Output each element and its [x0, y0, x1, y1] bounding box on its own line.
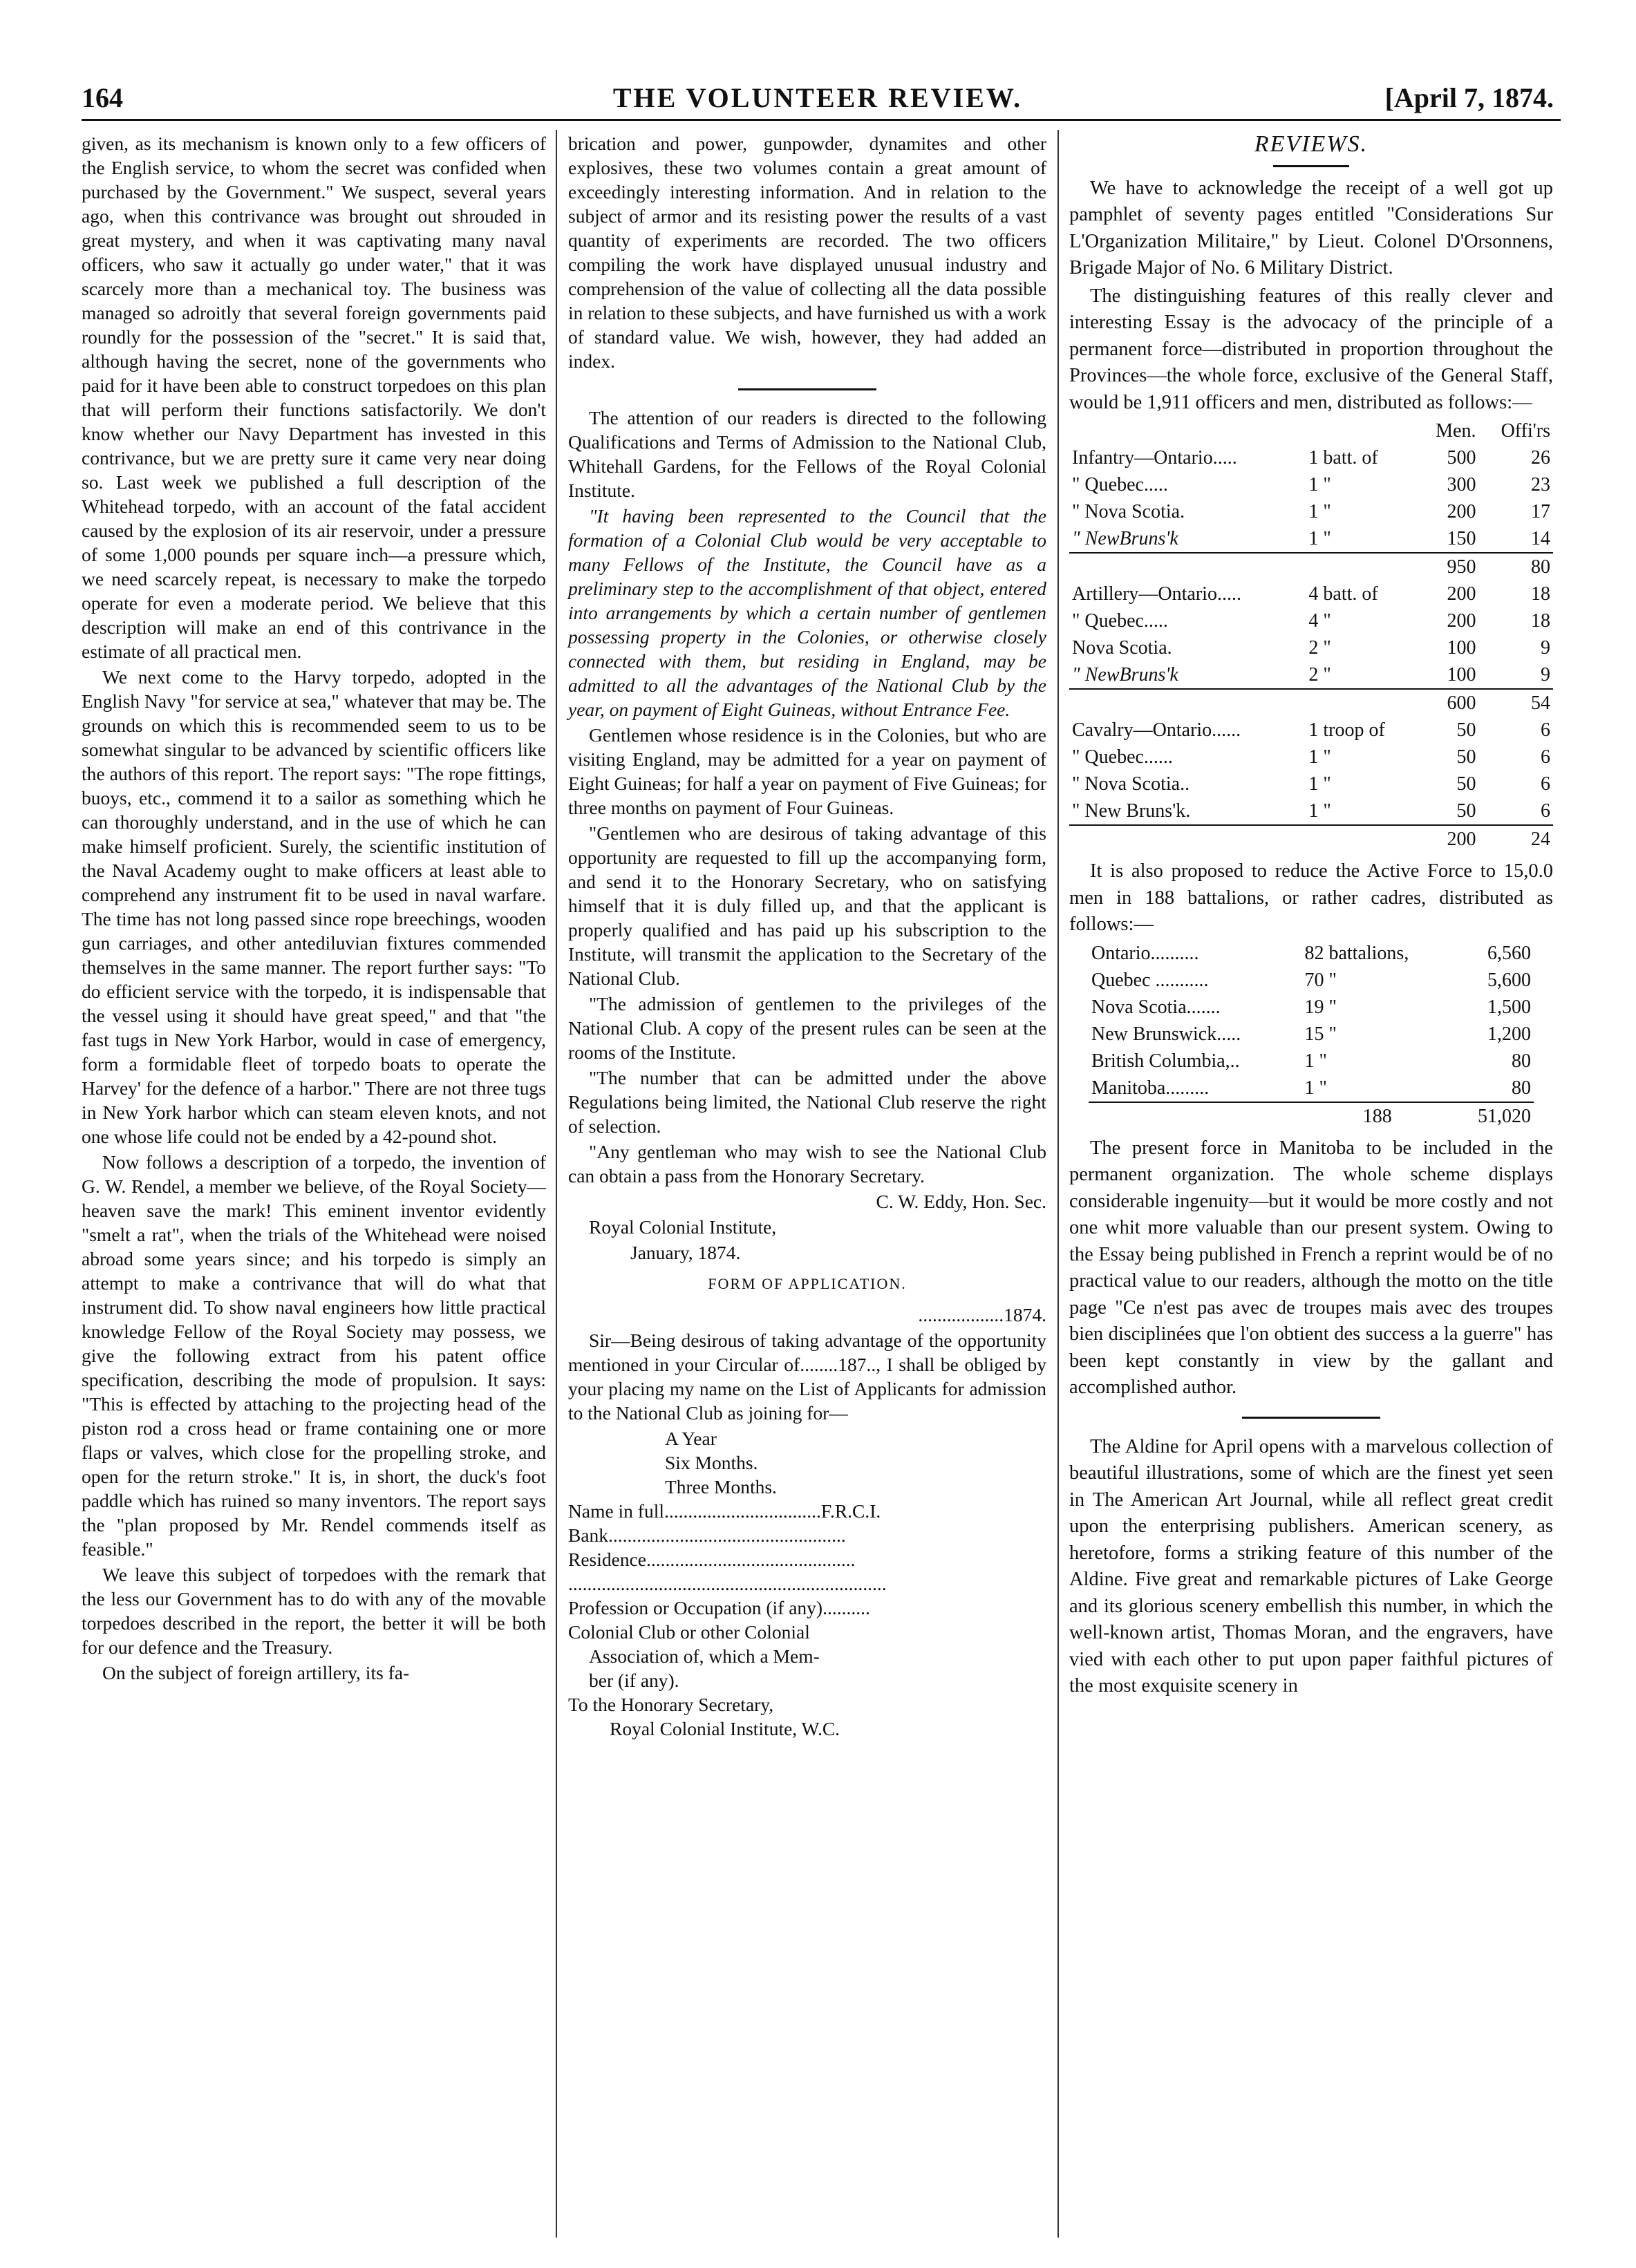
- table-row: Nova Scotia. 2 " 100 9: [1072, 637, 1550, 659]
- paragraph: Gentlemen whose residence is in the Colonies, but who are visiting England, may be admitted for a year on payment of Eight Guineas; for half a year on payment of Five Guineas; for three months on payment of Four Guineas.: [568, 724, 1046, 818]
- page-header: [82, 82, 1554, 123]
- newspaper-title: THE VOLUNTEER REVIEW.: [612, 82, 1023, 113]
- table-row: Infantry—Ontario..... 1 batt. of 500 26: [1072, 447, 1550, 469]
- table-row: Manitoba......... 1 " 80: [1091, 1077, 1531, 1099]
- column-1: [82, 131, 546, 1686]
- table-header-row: Men. Offi'rs: [1436, 420, 1550, 442]
- paragraph: given, as its mechanism is known only to a few officers of the English service, to whom the secret was confided when purchased by the Government." We suspect, several years ago, when this contrivance was brought out shrouded in great mystery, and when it was captivating many naval officers, who saw it actually go under water," that it was scarcely more than a mechanical toy. The business was managed so adroitly that several foreign governments paid roundly for the possession of the "secret." It is said that, although having the secret, none of the governments who paid for it have been able to construct torpedoes on this plan that will perform their functions satisfactorily. We don't know whether our Navy Department has invested in this contrivance, but we are pretty sure it came very near doing so. Last week we published a full description of the Whitehead torpedo, with an account of the fatal accident caused by the explosion of its air reservoir, under a pressure of some 1,000 pounds per square inch—a pressure which, we need scarcely repeat, is necessary to make the torpedo operate for even a moderate period. We believe that this description will make an end of this contrivance in the estimate of all practical men.: [82, 133, 546, 662]
- form-field-club: ber (if any).: [589, 1670, 679, 1691]
- paragraph: "The number that can be admitted under the above Regulations being limited, the National Club reserve the right of selection.: [568, 1067, 1046, 1137]
- paragraph: "It having been represented to the Council that the formation of a Colonial Club would be very acceptable to many Fellows of the Institute, the Council have as a preliminary step to the accomplishment of that object, entered into arrangements by which a certain number of gentlemen possessing property in the Colonies, or otherwise closely connected with them, but residing in England, may be admitted to all the advantages of the National Club by the year, on payment of Eight Guineas, without Entrance Fee.: [568, 505, 1046, 720]
- paragraph: The attention of our readers is directed to the following Qualifications and Terms of Admission to the National Club, Whitehall Gardens, for the Fellows of the Royal Colonial Institute.: [568, 407, 1046, 501]
- paragraph: The distinguishing features of this really clever and interesting Essay is the advocacy of the principle of a permanent force—distributed in proportion throughout the Provinces—the whole force, exclusive of the General Staff, would be 1,911 officers and men, distributed as follows:—: [1069, 285, 1553, 413]
- paragraph: brication and power, gunpowder, dynamites and other explosives, these two volumes contain a great amount of exceedingly interesting information. And in relation to the subject of armor and its resisting power the results of a vast quantity of experiments are recorded. The two officers compiling the work have displayed unusual industry and comprehension of the value of collecting all the data possible in relation to these subjects, and have furnished us with a work of standard value. We wish, however, they had added an index.: [568, 133, 1046, 372]
- permanent-force-table: [1069, 417, 1553, 853]
- table-row: " NewBruns'k 2 " 100 9: [1072, 664, 1550, 686]
- table-row: " Nova Scotia. 1 " 200 17: [1072, 501, 1550, 522]
- table-row: Quebec ........... 70 " 5,600: [1091, 969, 1531, 991]
- form-addressee: To the Honorary Secretary,: [568, 1694, 774, 1715]
- table-row: " New Bruns'k. 1 " 50 6: [1072, 800, 1550, 822]
- table-row: " Quebec..... 1 " 300 23: [1072, 474, 1550, 495]
- paragraph: Now follows a description of a torpedo, the invention of G. W. Rendel, a member we believe, of the Royal Society—heaven save the mark! This eminent inventor evidently "smelt a rat", when the trials of the Whitehead were noised abroad some years since; and his torpedo is simply an attempt to make a contrivance that will do what that instrument did. To show naval engineers how little practical knowledge Fellow of the Royal Society may possess, we give the following extract from his patent office specification, describing the mode of propulsion. It says: "This is effected by attaching to the projecting head of the piston rod a cross head or frame containing one or more flaps or valves, which close for the propelling stroke, and open for the return stroke." It is, in short, the duck's foot paddle which has ruined so many inventors. The report says the "plan proposed by Mr. Rendel commends itself as feasible.": [82, 1151, 546, 1560]
- form-field-blank: ...................................................................: [568, 1573, 887, 1594]
- table-row: British Columbia,.. 1 " 80: [1091, 1050, 1531, 1072]
- paragraph: "Any gentleman who may wish to see the National Club can obtain a pass from the Honorary Secretary.: [568, 1141, 1046, 1187]
- table-total-row: 600 54: [1069, 689, 1553, 717]
- signature: C. W. Eddy, Hon. Sec.: [876, 1191, 1046, 1212]
- form-field-club: Association of, which a Mem-: [589, 1645, 820, 1667]
- table-row: Ontario.......... 82 battalions, 6,560: [1091, 942, 1531, 964]
- paragraph: It is also proposed to reduce the Active Force to 15,0.0 men in 188 battalions, or rather cadres, distributed as follows:—: [1069, 860, 1553, 935]
- table-row: New Brunswick..... 15 " 1,200: [1091, 1023, 1531, 1045]
- column-divider: [1057, 130, 1059, 2238]
- table-total-row: 188 51,020: [1089, 1102, 1534, 1130]
- form-addressee-institute: Royal Colonial Institute, W.C.: [610, 1718, 840, 1739]
- paragraph: We next come to the Harvy torpedo, adopted in the English Navy "for service at sea," whatever that may be. The grounds on which this is recommended seem to us to be somewhat singular to be advanced by scientific officers like the authors of this report. The report says: "The rope fittings, buoys, etc., commend it to a sailor as something which he can thoroughly understand, and in the use of which he can make himself proficient. Surely, the scientific institution of the Naval Academy ought to make officers at least able to comprehend any instrument fit to be used in naval warfare. The time has not long passed since rope breechings, wooden gun carriages, and other antediluvian fixtures commended themselves in the same manner. The report further says: "To do efficient service with the torpedo, it is indispensable that the vessel using it should have great speed," and that "the fast tugs in New York Harbor, would in case of emergency, form a formidable fleet of torpedo boats to operate the Harvey' for the defence of a harbor." There are not three tugs in New York harbor which can steam eleven knots, and not one whose life could not be ended by a 42-pound shot.: [82, 666, 546, 1147]
- paragraph: "Gentlemen who are desirous of taking advantage of this opportunity are requested to fill up the accompanying form, and send it to the Honorary Secretary, who on satisfying himself that it is duly filled up, and that the applicant is properly qualified and has paid up his subscription to the Institute, will transmit the application to the Secretary of the National Club.: [568, 822, 1046, 989]
- form-title: FORM OF APPLICATION.: [708, 1275, 907, 1292]
- table-row: Artillery—Ontario..... 4 batt. of 200 18: [1072, 583, 1550, 605]
- table-total-row: 200 24: [1069, 825, 1553, 853]
- header-rule: [82, 119, 1561, 121]
- form-field-club: Colonial Club or other Colonial: [568, 1621, 810, 1643]
- form-option: Six Months.: [665, 1452, 758, 1473]
- table-row: " NewBruns'k 1 " 150 14: [1072, 528, 1550, 549]
- table-row: Nova Scotia....... 19 " 1,500: [1091, 996, 1531, 1018]
- form-field-bank: Bank..................................................: [568, 1524, 846, 1546]
- form-field-profession: Profession or Occupation (if any)..........: [568, 1597, 870, 1618]
- column-divider: [556, 130, 557, 2238]
- table-row: Cavalry—Ontario...... 1 troop of 50 6: [1072, 719, 1550, 741]
- column-3: [1069, 131, 1553, 1701]
- form-body: Sir—Being desirous of taking advantage of the opportunity mentioned in your Circular of........187.., I shall be obliged by your placing my name on the List of Applicants for admission to the National Club as joining for—: [568, 1330, 1046, 1424]
- column-2: [568, 131, 1046, 1741]
- paragraph: "The admission of gentlemen to the privileges of the National Club. A copy of the present rules can be seen at the rooms of the Institute.: [568, 993, 1046, 1063]
- paragraph: We have to acknowledge the receipt of a well got up pamphlet of seventy pages entitled "Considerations Sur L'Organization Militaire," by Lieut. Colonel D'Orsonnens, Brigade Major of No. 6 Military District.: [1069, 177, 1553, 278]
- heading-rule: [1273, 165, 1349, 167]
- form-date: ..................1874.: [918, 1304, 1046, 1325]
- form-option: A Year: [665, 1428, 717, 1449]
- paragraph: The present force in Manitoba to be included in the permanent organization. The whole scheme displays considerable ingenuity—but it would be more costly and not one whit more valuable than our present system. Owing to the Essay being published in French a reprint would be of no practical value to our readers, although the motto on the title page "Ce n'est pas avec de troupes mais avec des troupes bien disciplinées que l'on obtient des success a la guerre" has been kept constantly in view by the gallant and accomplished author.: [1069, 1137, 1553, 1398]
- form-option: Three Months.: [665, 1476, 777, 1497]
- institute-name: Royal Colonial Institute,: [589, 1216, 777, 1238]
- paragraph: On the subject of foreign artillery, its fa-: [102, 1662, 410, 1683]
- table-row: " Quebec..... 4 " 200 18: [1072, 610, 1550, 632]
- section-heading: REVIEWS.: [1254, 131, 1369, 157]
- section-separator: [1242, 1417, 1380, 1419]
- table-total-row: 950 80: [1069, 553, 1553, 580]
- institute-date: January, 1874.: [630, 1242, 741, 1263]
- section-separator: [738, 388, 876, 390]
- form-field-name: Name in full.................................F.R.C.I.: [568, 1500, 881, 1522]
- table-row: " Quebec...... 1 " 50 6: [1072, 746, 1550, 768]
- form-field-residence: Residence............................................: [568, 1549, 856, 1570]
- table-row: " Nova Scotia.. 1 " 50 6: [1072, 773, 1550, 795]
- paragraph: We leave this subject of torpedoes with the remark that the less our Government has to do with any of the movable torpedoes described in the report, the better it will be both for our defence and the Treasury.: [82, 1564, 546, 1658]
- paragraph: The Aldine for April opens with a marvelous collection of beautiful illustrations, some of which are the finest yet seen in The American Art Journal, while all reflect great credit upon the enterprising publishers. American scenery, as heretofore, forms a striking feature of this number of the Aldine. Five great and remarkable pictures of Lake George and its glorious scenery embellish this number, in which the well-known artist, Thomas Moran, and the engravers, have vied with each other to put upon paper faithful pictures of the most exquisite scenery in: [1069, 1435, 1553, 1697]
- issue-date: [April 7, 1874.: [1384, 82, 1554, 113]
- active-force-table: [1089, 940, 1534, 1130]
- page-number: 164: [82, 82, 123, 113]
